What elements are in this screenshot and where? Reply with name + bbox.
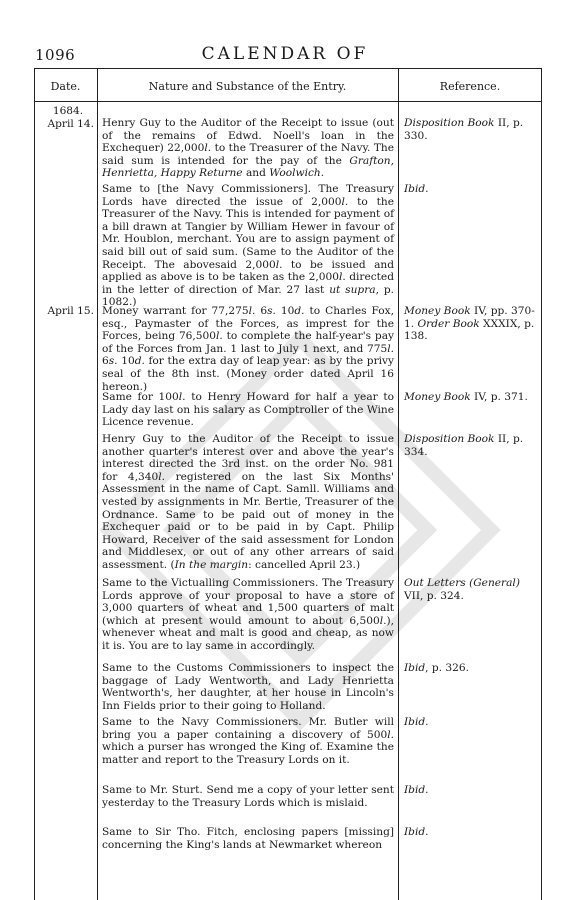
entry-reference: Money Book IV, p. 371. xyxy=(404,391,528,403)
entry-year: 1684. xyxy=(52,105,84,117)
entry-text: Same for 100l. to Henry Howard for half a year to Lady day last on his salary as Comptroller of the Wine Licence revenue. xyxy=(102,391,394,429)
entry-date: April 14. xyxy=(47,117,94,130)
entry-date: April 15. xyxy=(47,305,94,317)
entry-reference: Ibid, p. 326. xyxy=(404,662,469,674)
entry-reference: Ibid. xyxy=(404,716,429,728)
column-divider-reference xyxy=(398,68,399,900)
entry-text: Henry Guy to the Auditor of the Receipt to issue (out of the remains of Edwd. Noell's loan in the Exchequer) 22,000l. to the Treasurer of the Navy. The said sum is intended for the pay of the Grafton, Henrietta, Happy Returne and Woolwich. xyxy=(102,117,395,180)
entry-reference: Ibid. xyxy=(404,826,429,838)
running-title: CALENDAR OF xyxy=(201,44,369,64)
column-header-nature: Nature and Substance of the Entry. xyxy=(148,80,347,93)
entry-reference: Money Book IV, pp. 370-1. Order Book XXXIX, p. 138. xyxy=(404,305,535,343)
entry-text: Money warrant for 77,275l. 6s. 10d. to Charles Fox, esq., Paymaster of the Forces, as imprest for the Forces, being 76,500l. to complete the half-year's pay of the Forces from Jan. 1 last to July 1 next, and 775l. 6s. 10d. for the extra day of leap year: as by the privy seal of the 8th inst. (Money order dated April 16 hereon.) xyxy=(102,305,395,393)
page-number: 1096 xyxy=(35,46,76,64)
entry-reference: Out Letters (General) VII, p. 324. xyxy=(404,577,520,602)
entry-text: Same to the Navy Commissioners. Mr. Butler will bring you a paper containing a discovery of 500l. which a purser has wronged the King of. Examine the matter and report to the Treasury Lords on it. xyxy=(102,716,394,766)
column-divider-date xyxy=(97,68,98,900)
entry-text: Same to the Customs Commissioners to inspect the baggage of Lady Wentworth, and Lady Henrietta Wentworth's, her daughter, at her house in Lincoln's Inn Fields prior to their going to Holland. xyxy=(102,662,394,712)
entry-text: Same to Mr. Sturt. Send me a copy of your letter sent yesterday to the Treasury Lords which is mislaid. xyxy=(102,784,394,809)
header-rule xyxy=(34,101,542,102)
column-header-date: Date. xyxy=(50,80,81,93)
entry-reference: Disposition Book II, p. 330. xyxy=(404,117,524,142)
column-header-reference: Reference. xyxy=(439,80,501,93)
entry-reference: Ibid. xyxy=(404,183,429,195)
entry-text: Same to [the Navy Commissioners]. The Treasury Lords have directed the issue of 2,000l. to the Treasurer of the Navy. This is intended for payment of a bill drawn at Tangier by William Hewer in favour of Mr. Houblon, merchant. You are to assign payment of said bill out of said sum. (Same to the Auditor of the Receipt. The abovesaid 2,000l. to be issued and applied as above is to be taken as the 2,000l. directed in the letter of direction of Mar. 27 last ut supra, p. 1082.) xyxy=(102,183,394,309)
entry-reference: Ibid. xyxy=(404,784,429,796)
entry-text: Same to the Victualling Commissioners. The Treasury Lords approve of your proposal to have a store of 3,000 quarters of wheat and 1,500 quarters of malt (which at present would amount to about 6,500l.), whenever wheat and malt is good and cheap, as now it is. You are to lay same in accordingly. xyxy=(102,577,394,652)
entry-reference: Disposition Book II, p. 334. xyxy=(404,433,524,458)
entry-text: Henry Guy to the Auditor of the Receipt to issue another quarter's interest over and above the year's interest directed the 3rd inst. on the order No. 981 for 4,340l. registered on the last Six Months' Assessment in the name of Capt. Samll. Williams and vested by assignments in Mr. Bertie, Treasurer of the Ordnance. Same to be paid out of money in the Exchequer paid or to be paid in by Capt. Philip Howard, Receiver of the said assessment for London and Middlesex, or out of any other arrears of said assessment. (In the margin: cancelled April 23.) xyxy=(102,433,394,571)
entry-text: Same to Sir Tho. Fitch, enclosing papers [missing] concerning the King's lands at Newmarket whereon xyxy=(102,826,394,851)
